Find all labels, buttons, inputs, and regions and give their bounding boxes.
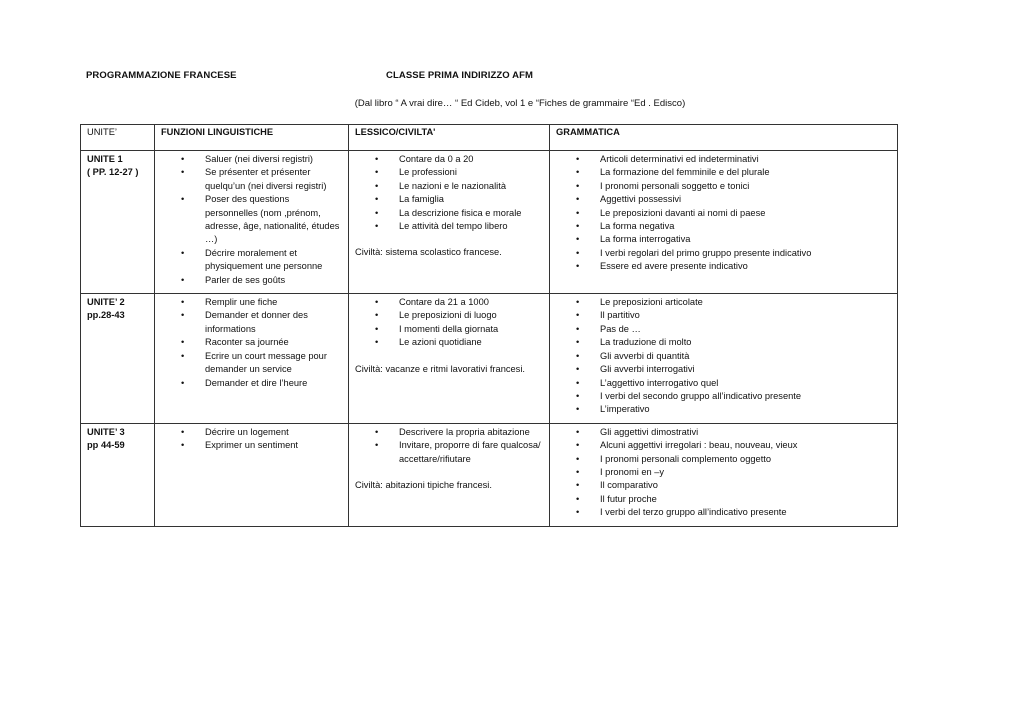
list-item: • Décrire un logement — [161, 426, 342, 439]
list-item: • I momenti della giornata — [355, 323, 543, 336]
unit-cell — [81, 294, 155, 424]
list-item: • Ecrire un court message pour demander un service — [161, 350, 342, 377]
list-item: • La forma negativa — [556, 220, 891, 233]
funzioni-cell — [155, 294, 349, 424]
civilta-note: Civiltà: vacanze e ritmi lavorativi francesi. — [355, 363, 525, 374]
list-item: • I verbi del terzo gruppo all’indicativo presente — [556, 506, 891, 519]
funzioni-cell-list — [161, 426, 342, 453]
list-item: • Demander et dire l’heure — [161, 377, 342, 390]
funzioni-cell — [155, 423, 349, 526]
funzioni-cell-list — [161, 153, 342, 287]
list-item: • Essere ed avere presente indicativo — [556, 260, 891, 273]
unit-name: UNITE’ 2 — [87, 297, 125, 308]
list-item: • Contare da 21 a 1000 — [355, 296, 543, 309]
list-item: • I pronomi personali soggetto e tonici — [556, 180, 891, 193]
list-item: • I pronomi en –y — [556, 466, 891, 479]
list-item: • L’aggettivo interrogativo quel — [556, 377, 891, 390]
list-item: • Gli avverbi interrogativi — [556, 363, 891, 376]
list-item: • Décrire moralement et physiquement une personne — [161, 247, 342, 274]
textbook-reference: (Dal libro “ A vrai dire… “ Ed Cideb, vol 1 e “Fiches de grammaire “Ed . Edisco) — [354, 98, 686, 109]
header-funzioni: FUNZIONI LINGUISTICHE — [155, 125, 349, 151]
header-unite: UNITE’ — [81, 125, 155, 151]
list-item: • Contare da 0 a 20 — [355, 153, 543, 166]
grammatica-cell-list — [556, 426, 891, 520]
grammatica-cell — [550, 294, 898, 424]
list-item: • I verbi regolari del primo gruppo presente indicativo — [556, 247, 891, 260]
list-item: • Le nazioni e le nazionalità — [355, 180, 543, 193]
table-header-row — [81, 125, 898, 151]
list-item: • Demander et donner des informations — [161, 309, 342, 336]
list-item: • La famiglia — [355, 193, 543, 206]
list-item: • Remplir une fiche — [161, 296, 342, 309]
list-item: • Gli avverbi di quantità — [556, 350, 891, 363]
program-table — [80, 124, 898, 527]
document-title: PROGRAMMAZIONE FRANCESE — [86, 70, 237, 81]
unit-cell — [81, 151, 155, 294]
list-item: • Il comparativo — [556, 479, 891, 492]
list-item: • Descrivere la propria abitazione — [355, 426, 543, 439]
lessico-cell-list — [355, 296, 543, 350]
funzioni-cell — [155, 151, 349, 294]
table-row — [81, 423, 898, 526]
grammatica-cell-list — [556, 153, 891, 274]
lessico-cell-list — [355, 426, 543, 466]
list-item: • Le attività del tempo libero — [355, 220, 543, 233]
grammatica-cell — [550, 423, 898, 526]
list-item: • Parler de ses goûts — [161, 274, 342, 287]
header-lessico: LESSICO/CIVILTA' — [349, 125, 550, 151]
unit-name: UNITE 1 — [87, 154, 123, 164]
list-item: • Articoli determinativi ed indeterminativi — [556, 153, 891, 166]
lessico-cell — [349, 151, 550, 294]
unit-cell — [81, 423, 155, 526]
lessico-cell-list — [355, 153, 543, 233]
unit-pages: pp 44-59 — [87, 440, 125, 451]
list-item: • Gli aggettivi dimostrativi — [556, 426, 891, 439]
funzioni-cell-list — [161, 296, 342, 390]
list-item: • Invitare, proporre di fare qualcosa/ accettare/rifiutare — [355, 439, 543, 466]
list-item: • La traduzione di molto — [556, 336, 891, 349]
list-item: • Aggettivi possessivi — [556, 193, 891, 206]
civilta-note: Civiltà: abitazioni tipiche francesi. — [355, 479, 492, 490]
list-item: • La formazione del femminile e del plurale — [556, 166, 891, 179]
unit-name: UNITE’ 3 — [87, 426, 125, 437]
lessico-cell — [349, 294, 550, 424]
header-grammatica: GRAMMATICA — [550, 125, 898, 151]
list-item: • Le preposizioni davanti ai nomi di paese — [556, 207, 891, 220]
class-title: CLASSE PRIMA INDIRIZZO AFM — [386, 70, 534, 81]
list-item: • I verbi del secondo gruppo all’indicativo presente — [556, 390, 891, 403]
list-item: • Le azioni quotidiane — [355, 336, 543, 349]
list-item: • La descrizione fisica e morale — [355, 207, 543, 220]
lessico-cell — [349, 423, 550, 526]
unit-pages: ( PP. 12-27 ) — [87, 167, 139, 178]
list-item: • Le preposizioni di luogo — [355, 309, 543, 322]
list-item: • Raconter sa journée — [161, 336, 342, 349]
list-item: • Il futur proche — [556, 493, 891, 506]
list-item: • Poser des questions personnelles (nom ,prénom, adresse, âge, nationalité, études …) — [161, 193, 342, 247]
grammatica-cell-list — [556, 296, 891, 417]
list-item: • Le professioni — [355, 166, 543, 179]
list-item: • I pronomi personali complemento oggetto — [556, 453, 891, 466]
table-row — [81, 294, 898, 424]
list-item: • La forma interrogativa — [556, 233, 891, 246]
table-row — [81, 151, 898, 294]
list-item: • Pas de … — [556, 323, 891, 336]
list-item: • Exprimer un sentiment — [161, 439, 342, 452]
list-item: • Le preposizioni articolate — [556, 296, 891, 309]
list-item: • Il partitivo — [556, 309, 891, 322]
list-item: • Saluer (nei diversi registri) — [161, 153, 342, 166]
list-item: • L’imperativo — [556, 403, 891, 416]
list-item: • Se présenter et présenter quelqu’un (nei diversi registri) — [161, 166, 342, 193]
grammatica-cell — [550, 151, 898, 294]
unit-pages: pp.28-43 — [87, 310, 125, 321]
list-item: • Alcuni aggettivi irregolari : beau, nouveau, vieux — [556, 439, 891, 452]
civilta-note: Civiltà: sistema scolastico francese. — [355, 247, 502, 258]
